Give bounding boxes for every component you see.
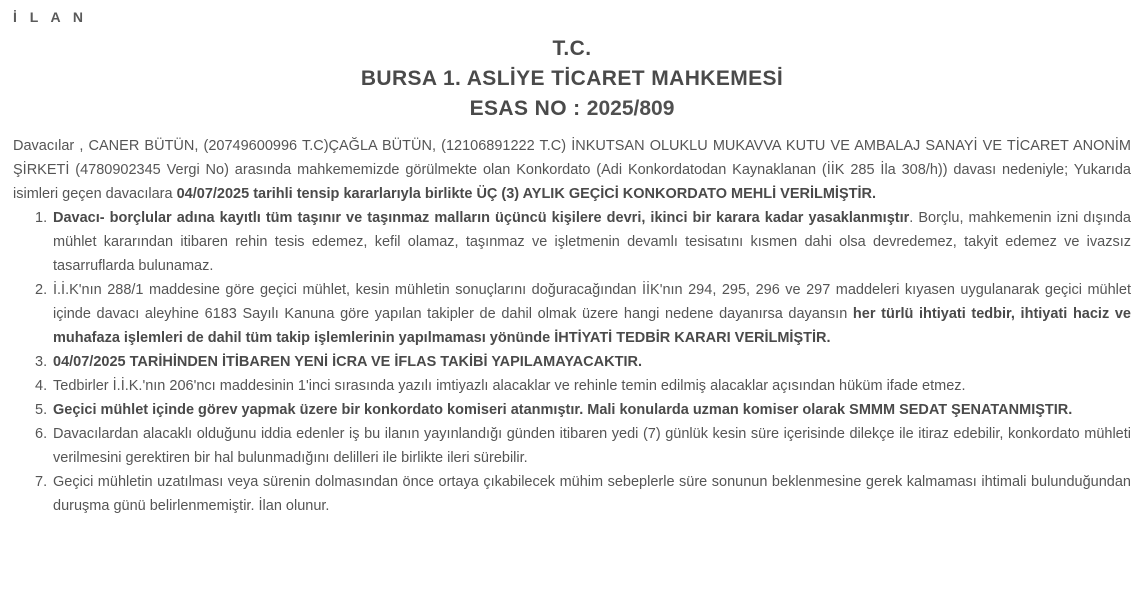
- header-block: [0, 34, 1144, 124]
- list-item: [35, 350, 1131, 374]
- list-item: [35, 206, 1131, 278]
- list-item: [35, 374, 1131, 398]
- list-item: [35, 422, 1131, 470]
- announcement-body: [13, 134, 1131, 518]
- list-item-number: 1.: [35, 210, 48, 226]
- list-item-text: Tedbirler İ.İ.K.'nın 206'ncı maddesinin 1'inci sırasında yazılı imtiyazlı alacaklar ve rehinle temin edilmiş alacaklar açısından hüküm ifade etmez.: [53, 378, 966, 394]
- list-item-text: Davacılardan alacaklı olduğunu iddia edenler iş bu ilanın yayınlandığı günden itibaren yedi (7) günlük kesin süre içerisinde dilekçe ile itiraz edebilir, konkordato mühleti verilmesini gerektiren bir hal bulunmadığını delilleri ile birlikte ileri sürebilir.: [53, 426, 1131, 466]
- case-number-label: ESAS NO :: [469, 97, 587, 120]
- list-item: [35, 398, 1131, 422]
- list-item: [35, 278, 1131, 350]
- intro-text: Davacılar , CANER BÜTÜN, (20749600996 T.C)ÇAĞLA BÜTÜN, (12106891222 T.C) İNKUTSAN OLUKLU MUKAVVA KUTU VE AMBALAJ SANAYİ VE TİCARET ANONİM ŞİRKETİ (4780902345 Vergi No) arasında mahkememizde görülmekte olan Konkordato (Adi Konkordatodan Kaynaklanan (İİK 285 İla 308/h)) davası nedeniyle; Yukarıda isimleri geçen davacılara: [13, 138, 1131, 202]
- list-item: [35, 470, 1131, 518]
- list-item-number: 7.: [35, 474, 48, 490]
- case-number-value: 2025/809: [586, 97, 675, 120]
- intro-bold-text: 04/07/2025 tarihli tensip kararlarıyla birlikte ÜÇ (3) AYLIK GEÇİCİ KONKORDATO MEHLİ VERİLMİŞTİR.: [176, 186, 877, 202]
- list-item-text: İ.İ.K'nın 288/1 maddesine göre geçici mühlet, kesin mühletin sonuçlarını doğuracağından İİK'nın 294, 295, 296 ve 297 maddeleri kıyasen uygulanarak geçici mühlet içinde davacı aleyhine 6183 Sayılı Kanuna göre yapılan takipler de dahil olmak üzere hangi nedene dayanırsa dayansın: [53, 282, 1131, 322]
- title-tc: T.C.: [552, 37, 592, 60]
- list-item-bold: Geçici mühlet içinde görev yapmak üzere bir konkordato komiseri atanmıştır. Mali konularda uzman komiser olarak SMMM SEDAT ŞENATANMIŞTIR.: [53, 402, 1073, 418]
- ilan-label: İ L A N: [13, 9, 88, 25]
- list-item-bold: 04/07/2025 TARİHİNDEN İTİBAREN YENİ İCRA VE İFLAS TAKİBİ YAPILAMAYACAKTIR.: [53, 354, 642, 370]
- list-item-text: . Borçlu, mahkemenin izni dışında mühlet kararından itibaren rehin tesis edemez, kefil olamaz, taşınmaz ve işletmenin devamlı tesisatını kısmen dahi olsa devredemez, takyit edemez ve ivazsız tasarruflarda bulunamaz.: [53, 210, 1131, 274]
- list-item-text: Geçici mühletin uzatılması veya sürenin dolmasından önce ortaya çıkabilecek mühim sebeplerle süre sonunun beklenmesine gerek kalmaması ihtimali bulunduğundan duruşma günü belirlenmemiştir. İlan olunur.: [53, 474, 1131, 514]
- list-item-number: 4.: [35, 378, 48, 394]
- court-title: BURSA 1. ASLİYE TİCARET MAHKEMESİ: [360, 67, 784, 90]
- intro-paragraph: [13, 134, 1131, 206]
- list-item-number: 6.: [35, 426, 48, 442]
- case-number-line: [0, 94, 1144, 124]
- decision-list: [13, 206, 1131, 518]
- list-item-bold: Davacı- borçlular adına kayıtlı tüm taşınır ve taşınmaz malların üçüncü kişilere devri, ikinci bir karara kadar yasaklanmıştır: [53, 210, 910, 226]
- list-item-number: 2.: [35, 282, 48, 298]
- list-item-bold: her türlü ihtiyati tedbir, ihtiyati haciz ve muhafaza işlemleri de dahil tüm takip işlemlerinin yapılmaması yönünde İHTİYATİ TEDBİR KARARI VERİLMİŞTİR.: [53, 306, 1131, 346]
- list-item-number: 3.: [35, 354, 48, 370]
- list-item-number: 5.: [35, 402, 48, 418]
